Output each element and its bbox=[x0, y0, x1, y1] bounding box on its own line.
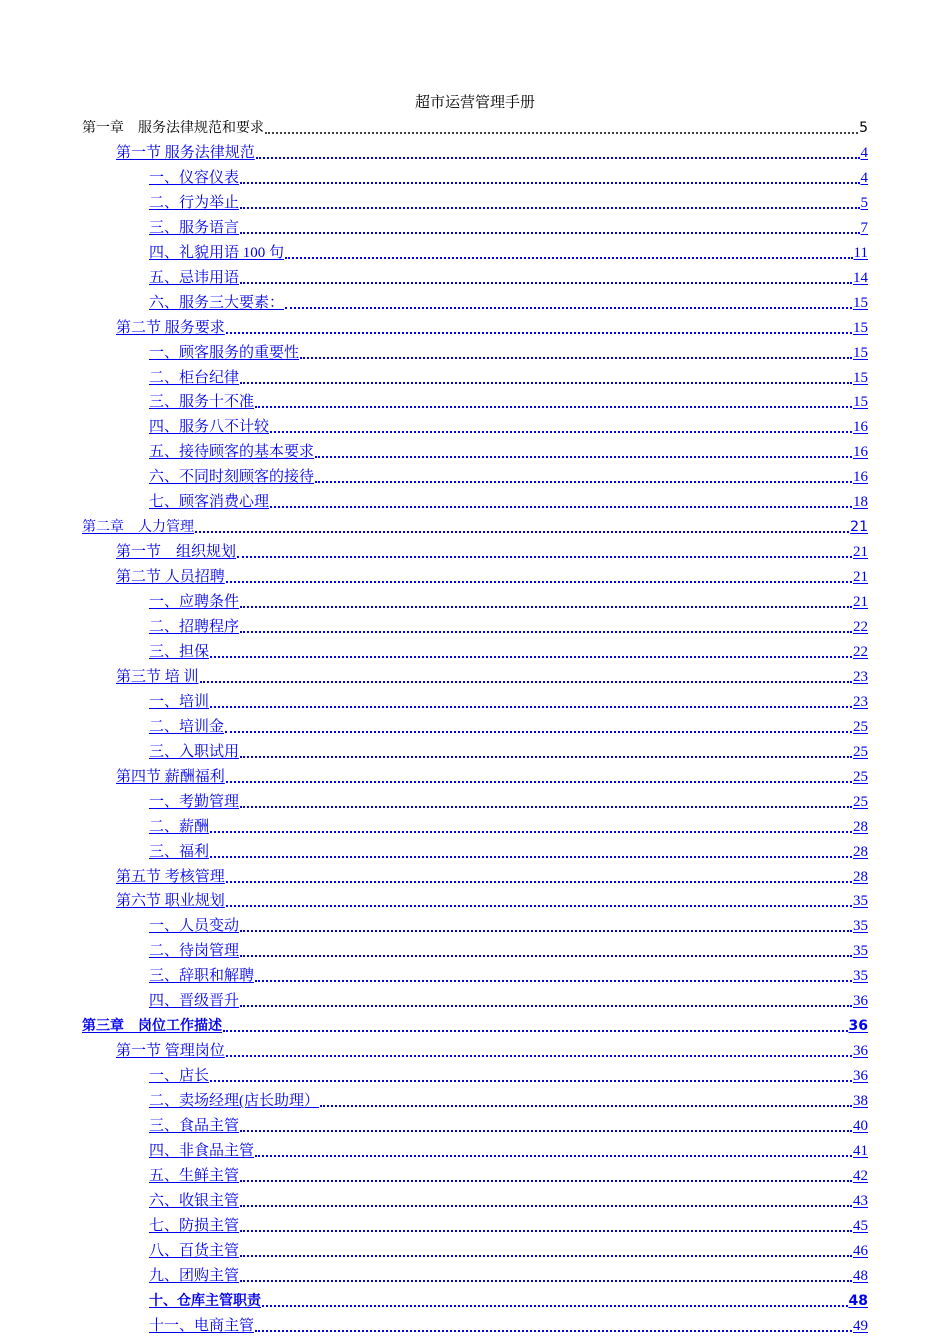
dot-leader bbox=[240, 1180, 852, 1182]
toc-entry-label: 八、百货主管 bbox=[149, 1242, 240, 1259]
dot-leader bbox=[240, 282, 852, 284]
toc-entry-level-3[interactable] bbox=[149, 487, 868, 512]
toc-entry-level-3[interactable] bbox=[149, 437, 868, 462]
toc-entry-label: 第一节 管理岗位 bbox=[116, 1043, 225, 1060]
dot-leader bbox=[270, 506, 852, 508]
toc-entry-label: 四、非食品主管 bbox=[149, 1142, 255, 1159]
dot-leader bbox=[225, 731, 852, 733]
dot-leader bbox=[226, 1055, 852, 1057]
toc-entry-label: 一、店长 bbox=[149, 1068, 210, 1085]
dot-leader bbox=[240, 1280, 852, 1282]
toc-page-number: 15 bbox=[853, 394, 868, 411]
toc-page-number: 16 bbox=[853, 469, 868, 486]
toc-entry-level-3[interactable] bbox=[149, 936, 868, 961]
toc-entry-label: 七、顾客消费心理 bbox=[149, 494, 270, 511]
toc-entry-level-2[interactable] bbox=[116, 562, 868, 587]
toc-page-number: 45 bbox=[853, 1217, 868, 1234]
toc-page-number: 22 bbox=[853, 643, 868, 660]
toc-page-number: 21 bbox=[850, 519, 868, 536]
toc-entry-label: 六、收银主管 bbox=[149, 1192, 240, 1209]
toc-entry-label: 一、考勤管理 bbox=[149, 793, 240, 810]
toc-page-number: 41 bbox=[853, 1142, 868, 1159]
toc-entry-level-3[interactable] bbox=[149, 363, 868, 388]
toc-page-number: 21 bbox=[853, 594, 868, 611]
dot-leader bbox=[315, 481, 852, 483]
toc-page-number: 16 bbox=[853, 419, 868, 436]
toc-entry-label: 三、入职试用 bbox=[149, 743, 240, 760]
toc-entry-level-3[interactable] bbox=[149, 1211, 868, 1236]
toc-entry-label: 九、团购主管 bbox=[149, 1267, 240, 1284]
toc-page-number: 36 bbox=[853, 1068, 868, 1085]
toc-entry-label: 二、薪酬 bbox=[149, 818, 210, 835]
toc-page-number: 38 bbox=[853, 1093, 868, 1110]
toc-entry-level-3[interactable] bbox=[149, 462, 868, 487]
toc-page-number: 7 bbox=[860, 219, 868, 236]
toc-page-number: 28 bbox=[853, 868, 868, 885]
toc-entry-label: 十、仓库主管职责 bbox=[149, 1292, 261, 1309]
toc-entry-label: 一、应聘条件 bbox=[149, 594, 240, 611]
dot-leader bbox=[265, 132, 858, 134]
dot-leader bbox=[226, 881, 852, 883]
toc-page-number: 28 bbox=[853, 843, 868, 860]
dot-leader bbox=[226, 581, 852, 583]
toc-entry-label: 第五节 考核管理 bbox=[116, 868, 225, 885]
dot-leader bbox=[240, 1005, 852, 1007]
toc-entry-level-3[interactable] bbox=[149, 712, 868, 737]
toc-entry-level-3[interactable] bbox=[149, 911, 868, 936]
dot-leader bbox=[240, 806, 852, 808]
toc-page-number: 25 bbox=[853, 768, 868, 785]
document-title: 超市运营管理手册 bbox=[414, 93, 535, 111]
dot-leader bbox=[285, 257, 853, 259]
toc-entry-level-3[interactable] bbox=[149, 213, 868, 238]
toc-entry-label: 第二章 人力管理 bbox=[82, 519, 194, 536]
toc-page-number: 25 bbox=[853, 718, 868, 735]
dot-leader bbox=[223, 1030, 848, 1032]
toc-page-number: 18 bbox=[853, 494, 868, 511]
toc-entry-level-3[interactable] bbox=[149, 737, 868, 762]
toc-page-number: 4 bbox=[860, 169, 868, 186]
dot-leader bbox=[256, 157, 860, 159]
toc-entry-level-3[interactable] bbox=[149, 1261, 868, 1286]
toc-entry-level-3[interactable] bbox=[149, 1086, 868, 1111]
dot-leader bbox=[240, 756, 852, 758]
toc-entry-level-2[interactable] bbox=[116, 862, 868, 887]
toc-entry-label: 十一、电商主管 bbox=[149, 1317, 255, 1334]
toc-entry-level-2[interactable] bbox=[116, 537, 868, 562]
toc-entry-level-3[interactable] bbox=[149, 587, 868, 612]
toc-entry-label: 一、仪容仪表 bbox=[149, 169, 240, 186]
toc-entry-level-2[interactable] bbox=[116, 762, 868, 787]
toc-page-number: 42 bbox=[853, 1167, 868, 1184]
toc-entry-level-3[interactable] bbox=[149, 637, 868, 662]
toc-entry-level-3[interactable] bbox=[149, 163, 868, 188]
dot-leader bbox=[210, 856, 852, 858]
toc-entry-level-3[interactable] bbox=[149, 1111, 868, 1136]
toc-entry-label: 二、柜台纪律 bbox=[149, 369, 240, 386]
toc-entry-label: 三、食品主管 bbox=[149, 1118, 240, 1134]
toc-entry-level-2[interactable] bbox=[116, 662, 868, 687]
toc-page-number: 21 bbox=[853, 569, 868, 586]
toc-entry-level-3[interactable] bbox=[149, 787, 868, 812]
dot-leader bbox=[240, 1255, 852, 1257]
toc-page-number: 16 bbox=[853, 444, 868, 461]
toc-page-number: 23 bbox=[853, 693, 868, 710]
dot-leader bbox=[320, 1105, 852, 1107]
toc-entry-label: 第三章 岗位工作描述 bbox=[82, 1018, 222, 1035]
toc-page-number: 11 bbox=[853, 244, 868, 261]
dot-leader bbox=[210, 1080, 852, 1082]
toc-entry-label: 第一节 组织规划 bbox=[116, 544, 237, 561]
toc-page-number: 48 bbox=[853, 1267, 868, 1284]
toc-page-number: 22 bbox=[853, 619, 868, 635]
toc-entry-level-1[interactable] bbox=[82, 512, 868, 537]
toc-page-number: 21 bbox=[853, 544, 868, 561]
toc-page-number: 4 bbox=[860, 144, 868, 161]
toc-entry-level-2[interactable] bbox=[116, 313, 868, 338]
toc-entry-label: 三、福利 bbox=[149, 843, 210, 860]
toc-entry-level-2[interactable] bbox=[116, 138, 868, 163]
dot-leader bbox=[240, 382, 852, 384]
toc-entry-level-3[interactable] bbox=[149, 612, 868, 637]
toc-page-number: 48 bbox=[848, 1292, 868, 1309]
toc-page-number: 15 bbox=[853, 344, 868, 361]
toc-entry-level-1 bbox=[82, 113, 868, 138]
toc-page-number: 15 bbox=[853, 319, 868, 336]
dot-leader bbox=[240, 1130, 852, 1132]
dot-leader bbox=[240, 955, 852, 957]
toc-entry-label: 二、招聘程序 bbox=[149, 619, 240, 635]
toc-entry-level-3[interactable] bbox=[149, 412, 868, 437]
toc-entry-label: 二、待岗管理 bbox=[149, 943, 240, 960]
toc-entry-label: 第六节 职业规划 bbox=[116, 893, 225, 910]
toc-page-number: 35 bbox=[853, 918, 868, 935]
toc-entry-label: 第一章 服务法律规范和要求 bbox=[82, 120, 264, 136]
toc-entry-label: 一、人员变动 bbox=[149, 918, 240, 935]
toc-entry-label: 第一节 服务法律规范 bbox=[116, 144, 255, 161]
toc-entry-label: 五、生鲜主管 bbox=[149, 1167, 240, 1184]
toc-page-number: 35 bbox=[853, 968, 868, 985]
dot-leader bbox=[240, 1230, 852, 1232]
toc-entry-level-3[interactable] bbox=[149, 986, 868, 1011]
dot-leader bbox=[240, 232, 859, 234]
toc-entry-label: 二、卖场经理(店长助理） bbox=[149, 1093, 319, 1110]
toc-entry-level-1[interactable] bbox=[82, 1011, 868, 1036]
toc-entry-label: 六、不同时刻顾客的接待 bbox=[149, 469, 315, 486]
dot-leader bbox=[240, 182, 859, 184]
toc-page-number: 40 bbox=[853, 1118, 868, 1134]
toc-entry-label: 六、服务三大要素： bbox=[149, 294, 285, 311]
dot-leader bbox=[240, 930, 852, 932]
toc-page-number: 43 bbox=[853, 1192, 868, 1209]
toc-entry-level-3[interactable] bbox=[149, 812, 868, 837]
toc-page-number: 23 bbox=[853, 668, 868, 685]
toc-entry-label: 一、培训 bbox=[149, 693, 210, 710]
toc-entry-label: 第二节 人员招聘 bbox=[116, 569, 225, 586]
dot-leader bbox=[200, 681, 852, 683]
toc-entry-level-3[interactable] bbox=[149, 338, 868, 363]
toc-entry-level-3[interactable] bbox=[149, 1136, 868, 1161]
dot-leader bbox=[226, 332, 852, 334]
dot-leader bbox=[237, 556, 852, 558]
toc-entry-level-3[interactable] bbox=[149, 961, 868, 986]
toc-entry-level-2[interactable] bbox=[116, 886, 868, 911]
toc-entry-label: 五、忌讳用语 bbox=[149, 269, 240, 286]
dot-leader bbox=[285, 307, 852, 309]
dot-leader bbox=[240, 631, 852, 633]
toc-entry-level-3[interactable] bbox=[149, 288, 868, 313]
toc-entry-label: 二、行为举止 bbox=[149, 194, 240, 211]
toc-entry-label: 五、接待顾客的基本要求 bbox=[149, 444, 315, 461]
toc-entry-label: 三、辞职和解聘 bbox=[149, 968, 255, 985]
toc-entry-level-2[interactable] bbox=[116, 1036, 868, 1061]
toc-page-number: 5 bbox=[860, 194, 868, 211]
toc-entry-label: 一、顾客服务的重要性 bbox=[149, 344, 300, 361]
dot-leader bbox=[226, 781, 852, 783]
toc-entry-level-3[interactable] bbox=[149, 687, 868, 712]
dot-leader bbox=[270, 431, 852, 433]
dot-leader bbox=[255, 1155, 852, 1157]
toc-entry-level-3[interactable] bbox=[149, 1186, 868, 1211]
toc-entry-level-3[interactable] bbox=[149, 837, 868, 862]
toc-page-number: 15 bbox=[853, 369, 868, 386]
toc-page-number: 36 bbox=[848, 1018, 868, 1035]
toc-entry-label: 三、服务十不准 bbox=[149, 394, 255, 411]
dot-leader bbox=[210, 831, 852, 833]
toc-entry-label: 三、服务语言 bbox=[149, 219, 240, 236]
dot-leader bbox=[240, 1205, 852, 1207]
toc-page-number: 25 bbox=[853, 793, 868, 810]
dot-leader bbox=[255, 1330, 852, 1332]
toc-entry-level-3[interactable] bbox=[149, 1286, 868, 1311]
toc-entry-label: 七、防损主管 bbox=[149, 1217, 240, 1234]
toc-page-number: 5 bbox=[859, 120, 868, 136]
toc-entry-label: 第二节 服务要求 bbox=[116, 319, 225, 336]
toc-entry-label: 四、礼貌用语 100 句 bbox=[149, 244, 285, 261]
toc-page-number: 28 bbox=[853, 818, 868, 835]
dot-leader bbox=[255, 980, 852, 982]
toc-page-number: 36 bbox=[853, 1043, 868, 1060]
toc-page-number: 46 bbox=[853, 1242, 868, 1259]
dot-leader bbox=[210, 706, 852, 708]
toc-page-number: 49 bbox=[853, 1317, 868, 1334]
dot-leader bbox=[255, 406, 852, 408]
toc-entry-label: 四、服务八不计较 bbox=[149, 419, 270, 436]
toc-entry-level-3[interactable] bbox=[149, 1236, 868, 1261]
dot-leader bbox=[240, 207, 859, 209]
toc-page-number: 35 bbox=[853, 943, 868, 960]
dot-leader bbox=[300, 357, 852, 359]
dot-leader bbox=[315, 456, 852, 458]
toc-page-number: 35 bbox=[853, 893, 868, 910]
toc-entry-label: 第四节 薪酬福利 bbox=[116, 768, 225, 785]
dot-leader bbox=[226, 905, 852, 907]
toc-page-number: 15 bbox=[853, 294, 868, 311]
toc-entry-label: 四、晋级晋升 bbox=[149, 993, 240, 1010]
toc-page-number: 25 bbox=[853, 743, 868, 760]
dot-leader bbox=[240, 606, 852, 608]
toc-entry-level-3[interactable] bbox=[149, 1161, 868, 1186]
dot-leader bbox=[262, 1305, 848, 1307]
toc-entry-level-3[interactable] bbox=[149, 238, 868, 263]
toc-page-number: 14 bbox=[853, 269, 868, 286]
toc-entry-level-3[interactable] bbox=[149, 1311, 868, 1336]
dot-leader bbox=[195, 531, 849, 533]
toc-entry-level-3[interactable] bbox=[149, 387, 868, 412]
toc-entry-label: 三、担保 bbox=[149, 643, 210, 660]
dot-leader bbox=[210, 656, 852, 658]
toc-entry-label: 二、培训金 bbox=[149, 718, 225, 735]
toc-entry-level-3[interactable] bbox=[149, 263, 868, 288]
toc-page-number: 36 bbox=[853, 993, 868, 1010]
toc-entry-label: 第三节 培 训 bbox=[116, 668, 199, 685]
toc-entry-level-3[interactable] bbox=[149, 1061, 868, 1086]
toc-entry-level-3[interactable] bbox=[149, 188, 868, 213]
